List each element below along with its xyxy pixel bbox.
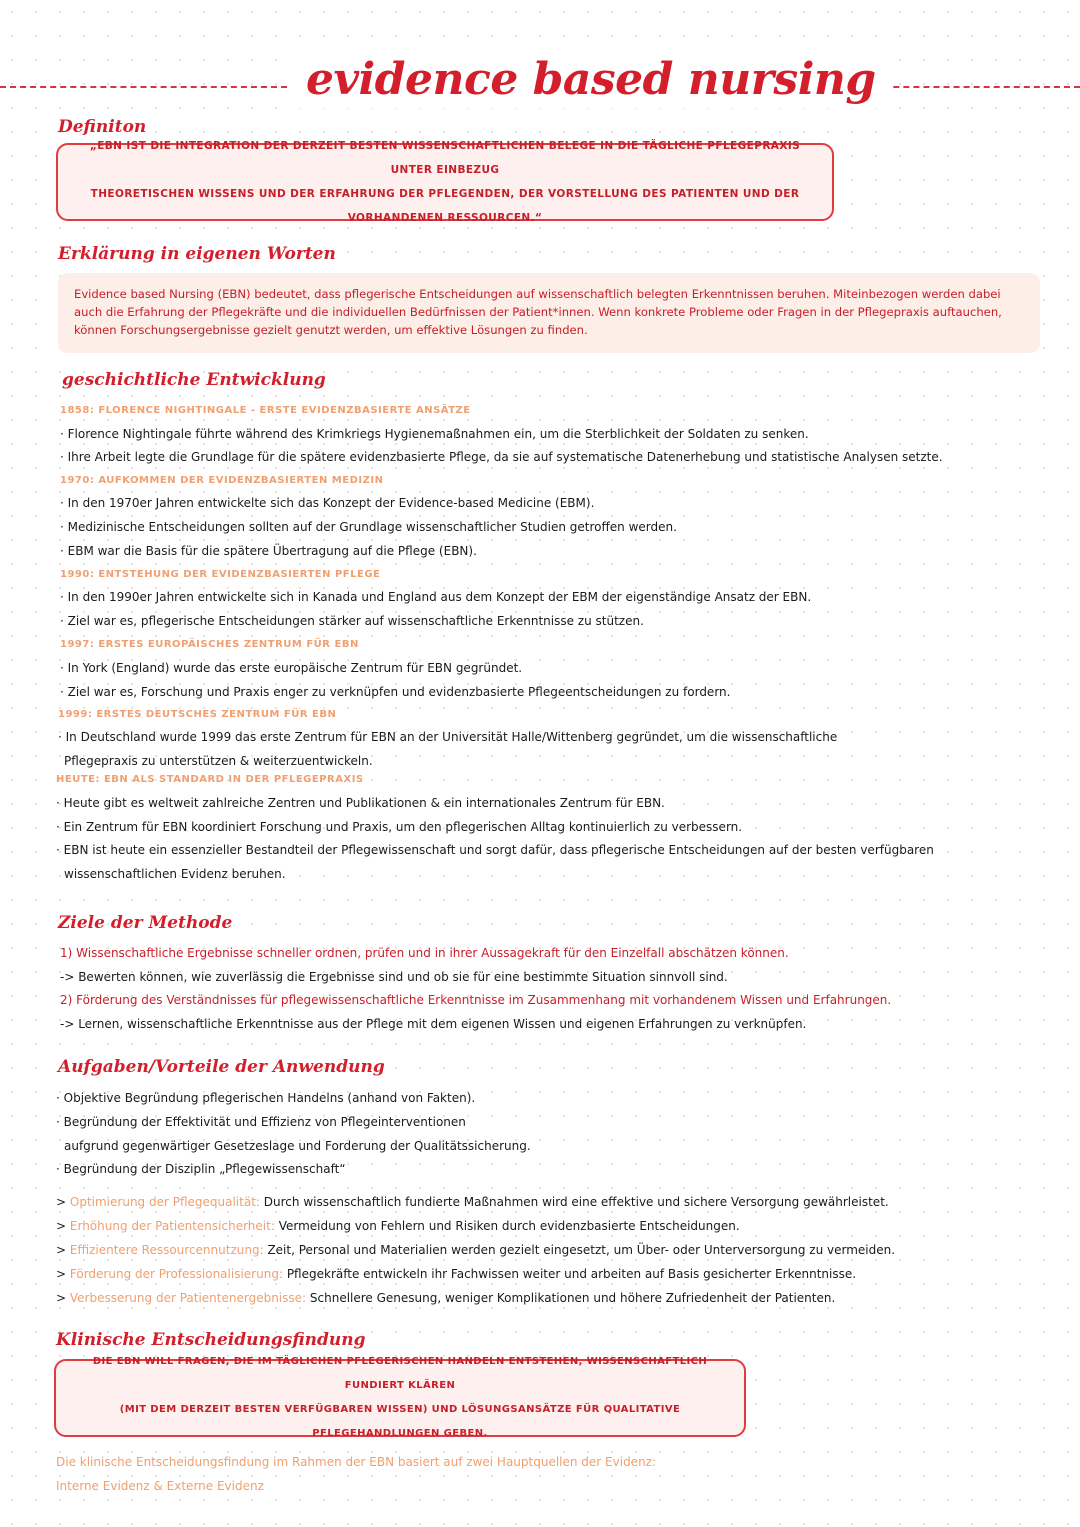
goal-explanation: -> Lernen, wissenschaftliche Erkenntnisse aus der Pflege mit dem eigenen Wissen und eigenen Erfahrungen zu verknüpfen. bbox=[60, 1017, 807, 1031]
explanation-line: Evidence based Nursing (EBN) bedeutet, dass pflegerische Entscheidungen auf wissenschaftlich belegten Erkenntnissen beruhen. Miteinbezogen werden dabei bbox=[74, 287, 1001, 301]
advantage-label: Förderung der Professionalisierung: bbox=[69, 1267, 283, 1281]
tasks-heading: Aufgaben/Vorteile der Anwendung bbox=[58, 1057, 385, 1077]
history-bullet: · Medizinische Entscheidungen sollten auf der Grundlage wissenschaftlicher Studien getroffen werden. bbox=[60, 520, 677, 534]
history-bullet: · In York (England) wurde das erste europäische Zentrum für EBN gegründet. bbox=[60, 661, 523, 675]
advantage-marker: > bbox=[56, 1291, 67, 1305]
goal-item: 1) Wissenschaftliche Ergebnisse schneller ordnen, prüfen und in ihrer Aussagekraft für den Einzelfall abschätzen können. bbox=[60, 946, 789, 960]
definition-box bbox=[56, 140, 834, 224]
history-bullet: · EBN ist heute ein essenzieller Bestandteil der Pflegewissenschaft und sorgt dafür, dass pflegerische Entscheidungen auf der besten verfügbaren bbox=[56, 843, 934, 857]
clinical-box bbox=[54, 1356, 746, 1439]
advantage-text: Durch wissenschaftlich fundierte Maßnahmen wird eine effektive und sichere Versorgung gewährleistet. bbox=[263, 1195, 889, 1209]
advantage-marker: > bbox=[56, 1267, 67, 1281]
history-bullet: · EBM war die Basis für die spätere Übertragung auf die Pflege (EBN). bbox=[60, 544, 477, 558]
task-bullet: · Begründung der Disziplin „Pflegewissenschaft“ bbox=[56, 1162, 346, 1176]
task-bullet-continuation: aufgrund gegenwärtiger Gesetzeslage und Forderung der Qualitätssicherung. bbox=[64, 1139, 531, 1153]
advantage-text: Schnellere Genesung, weniger Komplikationen und höhere Zufriedenheit der Patienten. bbox=[309, 1291, 836, 1305]
advantage-label: Verbesserung der Patientenergebnisse: bbox=[69, 1291, 307, 1305]
advantage-item bbox=[56, 1290, 835, 1306]
history-subheading: 1970: AUFKOMMEN DER EVIDENZBASIERTEN MEDIZIN bbox=[60, 475, 384, 486]
clinical-note: Interne Evidenz & Externe Evidenz bbox=[56, 1479, 264, 1493]
explanation-line: auch die Erfahrung der Pflegekräfte und die individuellen Bedürfnissen der Patient*innen. Wenn konkrete Probleme oder Fragen in der Pflegepraxis auftauchen, bbox=[74, 305, 1002, 319]
history-subheading: 1858: FLORENCE NIGHTINGALE - ERSTE EVIDENZBASIERTE ANSÄTZE bbox=[60, 405, 471, 416]
history-bullet: · In Deutschland wurde 1999 das erste Zentrum für EBN an der Universität Halle/Wittenberg gegründet, um die wissenschaftliche bbox=[58, 730, 838, 744]
history-bullet: · Ihre Arbeit legte die Grundlage für die spätere evidenzbasierte Pflege, da sie auf systematische Datenerhebung und statistische Analysen setzte. bbox=[60, 450, 943, 464]
explanation-box bbox=[58, 273, 1040, 353]
task-bullet: · Begründung der Effektivität und Effizienz von Pflegeinterventionen bbox=[56, 1115, 466, 1129]
history-bullet: · Ein Zentrum für EBN koordiniert Forschung und Praxis, um den pflegerischen Alltag kontinuierlich zu verbessern. bbox=[56, 820, 743, 834]
goal-explanation: -> Bewerten können, wie zuverlässig die Ergebnisse sind und ob sie für eine bestimmte Situation sinnvoll sind. bbox=[60, 970, 728, 984]
advantage-item bbox=[56, 1266, 856, 1282]
advantage-label: Erhöhung der Patientensicherheit: bbox=[69, 1219, 275, 1233]
advantage-item bbox=[56, 1218, 740, 1234]
history-bullet: · Ziel war es, Forschung und Praxis enger zu verknüpfen und evidenzbasierte Pflegeentscheidungen zu fordern. bbox=[60, 685, 731, 699]
history-heading: geschichtliche Entwicklung bbox=[62, 370, 326, 390]
history-bullet-continuation: wissenschaftlichen Evidenz beruhen. bbox=[64, 867, 286, 881]
advantage-item bbox=[56, 1242, 895, 1258]
history-bullet: · In den 1970er Jahren entwickelte sich das Konzept der Evidence-based Medicine (EBM). bbox=[60, 496, 595, 510]
history-subheading: 1990: ENTSTEHUNG DER EVIDENZBASIERTEN PFLEGE bbox=[60, 569, 381, 580]
advantage-marker: > bbox=[56, 1195, 67, 1209]
history-bullet: · Florence Nightingale führte während des Krimkriegs Hygienemaßnahmen ein, um die Sterblichkeit der Soldaten zu senken. bbox=[60, 427, 809, 441]
advantage-text: Pflegekräfte entwickeln ihr Fachwissen weiter und arbeiten auf Basis gesicherter Erkenntnisse. bbox=[286, 1267, 857, 1281]
page-title: evidence based nursing bbox=[290, 52, 892, 108]
advantage-marker: > bbox=[56, 1219, 67, 1233]
history-bullet: · Heute gibt es weltweit zahlreiche Zentren und Publikationen & ein internationales Zentrum für EBN. bbox=[56, 796, 665, 810]
clinical-box-line: DIE EBN WILL FRAGEN, DIE IM TÄGLICHEN PFLEGERISCHEN HANDELN ENTSTEHEN, WISSENSCHAFTLICH FUNDIERT KLÄREN bbox=[92, 1356, 708, 1391]
clinical-box-line: (MIT DEM DERZEIT BESTEN VERFÜGBAREN WISSEN) UND LÖSUNGSANSÄTZE FÜR QUALITATIVE PFLEGEHANDLUNGEN GEBEN. bbox=[119, 1404, 681, 1439]
clinical-heading: Klinische Entscheidungsfindung bbox=[56, 1330, 366, 1350]
history-bullet: · In den 1990er Jahren entwickelte sich in Kanada und England aus dem Konzept der EBM der eigenständige Ansatz der EBN. bbox=[60, 590, 812, 604]
task-bullet: · Objektive Begründung pflegerischen Handelns (anhand von Fakten). bbox=[56, 1091, 476, 1105]
history-subheading: HEUTE: EBN ALS STANDARD IN DER PFLEGEPRAXIS bbox=[56, 774, 364, 785]
history-subheading: 1999: ERSTES DEUTSCHES ZENTRUM FÜR EBN bbox=[58, 709, 337, 720]
goal-item: 2) Förderung des Verständnisses für pflegewissenschaftliche Erkenntnisse im Zusammenhang mit vorhandenem Wissen und Erfahrungen. bbox=[60, 993, 892, 1007]
goals-heading: Ziele der Methode bbox=[58, 913, 233, 933]
explanation-heading: Erklärung in eigenen Worten bbox=[58, 244, 336, 264]
clinical-note: Die klinische Entscheidungsfindung im Rahmen der EBN basiert auf zwei Hauptquellen der Evidenz: bbox=[56, 1455, 657, 1469]
advantage-label: Optimierung der Pflegequalität: bbox=[69, 1195, 260, 1209]
definition-quote-line: THEORETISCHEN WISSENS UND DER ERFAHRUNG DER PFLEGENDEN, DER VORSTELLUNG DES PATIENTEN UND DER VORHANDENEN RESSOURCEN.“ bbox=[90, 188, 800, 224]
advantage-item bbox=[56, 1194, 889, 1210]
advantage-text: Vermeidung von Fehlern und Risiken durch evidenzbasierte Entscheidungen. bbox=[278, 1219, 740, 1233]
definition-heading: Definiton bbox=[58, 117, 147, 137]
advantage-marker: > bbox=[56, 1243, 67, 1257]
history-subheading: 1997: ERSTES EUROPÄISCHES ZENTRUM FÜR EBN bbox=[60, 639, 359, 650]
history-bullet-continuation: Pflegepraxis zu unterstützen & weiterzuentwickeln. bbox=[64, 754, 373, 768]
definition-quote-line: „EBN IST DIE INTEGRATION DER DERZEIT BESTEN WISSENSCHAFTLICHEN BELEGE IN DIE TÄGLICHE PFLEGEPRAXIS UNTER EINBEZUG bbox=[89, 140, 801, 176]
advantage-text: Zeit, Personal und Materialien werden gezielt eingesetzt, um Über- oder Unterversorgung zu vermeiden. bbox=[267, 1243, 896, 1257]
history-bullet: · Ziel war es, pflegerische Entscheidungen stärker auf wissenschaftliche Erkenntnisse zu stützen. bbox=[60, 614, 644, 628]
explanation-line: können Forschungsergebnisse gezielt genutzt werden, um effektive Lösungen zu finden. bbox=[74, 323, 588, 337]
advantage-label: Effizientere Ressourcennutzung: bbox=[69, 1243, 264, 1257]
